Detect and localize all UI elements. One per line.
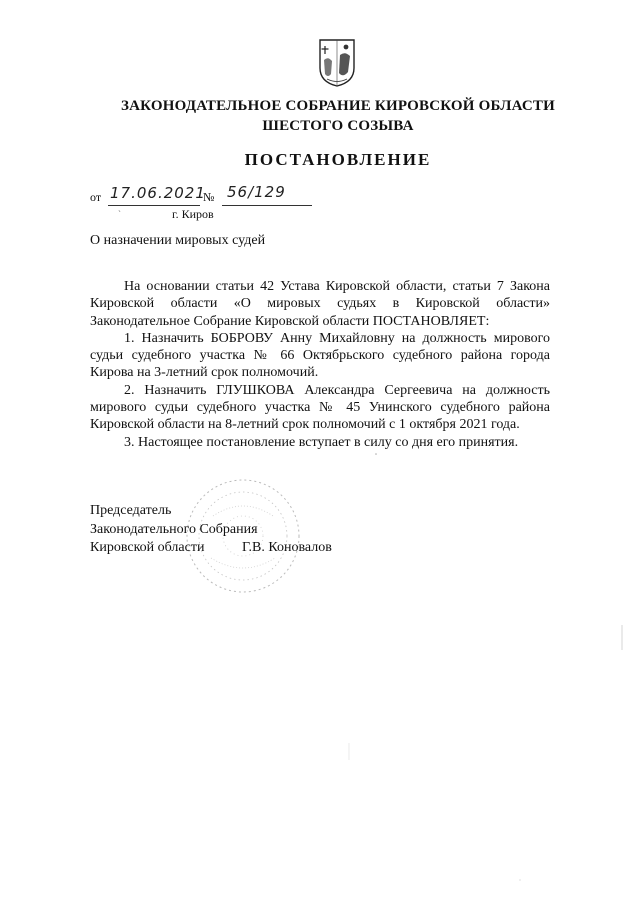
signatory-title-line-2: Законодательного Собрания — [90, 521, 258, 537]
city-label: г. Киров — [172, 207, 214, 221]
signatory-title-line-1: Председатель — [90, 503, 172, 518]
date-prefix-label: от — [90, 190, 102, 204]
body-paragraph-intro: На основании статьи 42 Устава Кировской области, статьи 7 Закона Кировской области «О мировых судьях в Кировской области» Законодательное Собрание Кировской области ПОСТАНОВЛЯЕТ: — [90, 279, 550, 329]
handwritten-number: 56/129 — [227, 183, 286, 201]
document-body — [90, 278, 550, 451]
organization-name: ЗАКОНОДАТЕЛЬНОЕ СОБРАНИЕ КИРОВСКОЙ ОБЛАСТИ — [120, 98, 555, 114]
organization-convocation: ШЕСТОГО СОЗЫВА — [262, 118, 414, 134]
signatory-name: Г.В. Коновалов — [242, 540, 332, 555]
number-underline — [222, 205, 312, 206]
signatory-region: Кировской области — [90, 540, 205, 555]
date-underline — [108, 205, 200, 206]
number-prefix-label: № — [203, 190, 215, 204]
handwritten-date: 17.06.2021 — [110, 184, 206, 202]
signature-block — [90, 502, 390, 558]
ink-mark: ˋ — [118, 209, 121, 219]
document-type-title: ПОСТАНОВЛЕНИЕ — [244, 150, 432, 169]
document-subject: О назначении мировых судей — [90, 233, 266, 248]
body-paragraph-item-2: 2. Назначить ГЛУШКОВА Александра Сергеевича на должность мирового судьи судебного участка № 45 Унинского судебного района Кировской области на 8-летний срок полномочий с 1 октября 2021 года. — [90, 382, 550, 433]
body-paragraph-item-3: 3. Настоящее постановление вступает в силу со дня его принятия. — [124, 434, 519, 450]
signatory-title-line-3 — [90, 539, 390, 558]
coat-of-arms-icon — [317, 38, 357, 88]
body-paragraph-item-1: 1. Назначить БОБРОВУ Анну Михайловну на должность мирового судьи судебного участка № 66 Октябрьского судебного района города Кирова на 3-летний срок полномочий. — [90, 330, 550, 381]
